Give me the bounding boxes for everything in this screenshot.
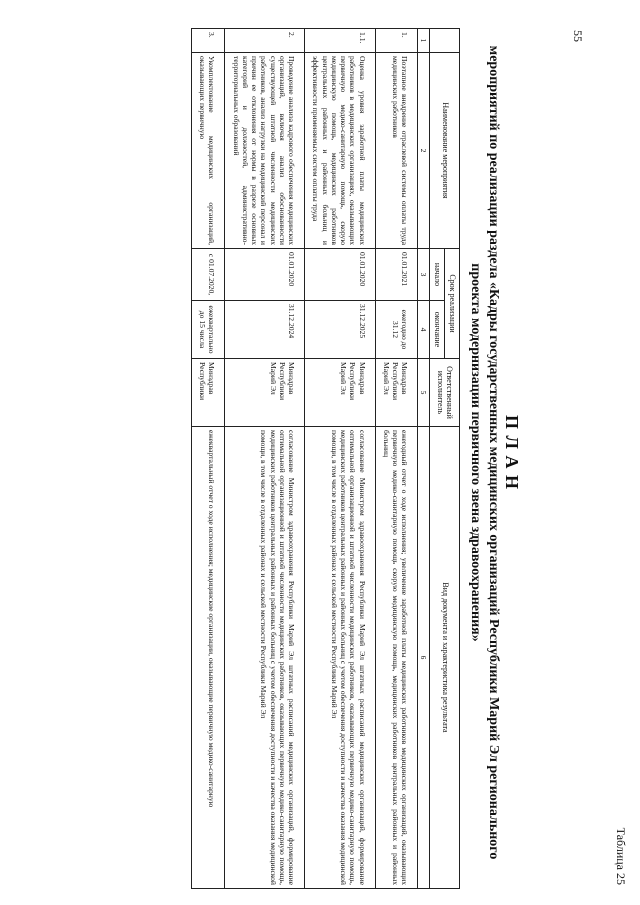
column-number: 3 — [418, 249, 430, 301]
header-name: Наименование мероприятия — [430, 53, 460, 249]
column-number: 6 — [418, 427, 430, 889]
table-row — [375, 29, 418, 889]
row-number: 2. — [225, 29, 305, 53]
plan-title: П Л А Н — [502, 415, 522, 490]
row-start: с 01.07.2020, — [191, 249, 225, 301]
table-row — [191, 29, 225, 889]
header-row — [445, 29, 460, 889]
row-number: 3. — [191, 29, 225, 53]
row-result: согласование Министром здравоохранения Республики Марий Эл штатных расписаний медицинских организаций, формирование оптимальной организационной и штатной численности медицинских работников, оказывающих первичную медико-санитарную помощь, медицинских работников центральных районных и районных больниц с учетом обеспечения доступности и качества оказания медицинской помощи, в том числе в отдаленных районах и сельской местности Республики Марий Эл — [305, 427, 376, 889]
table-label: Таблица 25 — [614, 827, 628, 885]
row-number: 1. — [375, 29, 418, 53]
header-start: начало — [430, 249, 445, 301]
row-end: ежегодно до 31.12 — [375, 301, 418, 359]
row-name: Оценка уровня заработной платы медицинских работников в медицинских организациях, оказывающих первичную медико-санитарную помощь, скорую медицинскую помощь, медицинских работников центральных районных и районных больниц и эффективности применяемых систем оплаты труда — [305, 53, 376, 249]
row-number: 1.1. — [305, 29, 376, 53]
row-result: ежеквартальный отчет о ходе исполнения; медицинские организации, оказывающие первичную медико-санитарную — [191, 427, 225, 889]
row-responsible: Минздрав Республики Марий Эл — [225, 359, 305, 427]
column-number: 4 — [418, 301, 430, 359]
row-name: Укомплектование медицинских организаций, оказывающих первичную — [191, 53, 225, 249]
plan-subtitle: мероприятий по реализации раздела «Кадры государственных медицинских организаций Республики Марий Эл регионального проекта модернизации первичного звена здравоохранения» — [468, 45, 501, 860]
row-responsible: Минздрав Республики Марий Эл — [375, 359, 418, 427]
header-cell-num — [430, 29, 460, 53]
column-number-row — [418, 29, 430, 889]
row-start: 01.01.2021 — [375, 249, 418, 301]
plan-table — [191, 28, 460, 889]
row-result: ежегодный отчет о ходе исполнения; увеличение заработной платы медицинских работников медицинских организаций, оказывающих первичную медико-санитарную помощь скорую медицинскую помощь, медицинских работников центральных районных и районных больниц — [375, 427, 418, 889]
column-number: 5 — [418, 359, 430, 427]
row-responsible: Минздрав Республики — [191, 359, 225, 427]
row-result: согласование Министром здравоохранения Республики Марий Эл штатных расписаний медицинских организаций, формирование оптимальной организационной и штатной численности медицинских работников, оказывающих первичную медико-санитарную помощь, медицинских работников центральных районных и районных больниц с учетом обеспечения доступности и качества оказания медицинской помощи, в том числе в отдаленных районах и сельской местности Республики Марий Эл — [225, 427, 305, 889]
row-end: 31.12.2024 — [225, 301, 305, 359]
column-number: 1 — [418, 29, 430, 53]
page-number: 55 — [571, 30, 585, 42]
header-term: Срок реализации — [445, 249, 460, 359]
table-row — [305, 29, 376, 889]
row-end: 31.12.2025 — [305, 301, 376, 359]
header-responsible: Ответственный исполнитель — [430, 359, 460, 427]
row-name: Проведение анализа кадрового обеспечения медицинских организаций, включая анализ обоснованности существующей штатной численности медицинских работников, анализ нагрузки на медицинский персонал и причин ее отклонения от нормы в разрезе основных категорий и должностей, административно-территориальных образований — [225, 53, 305, 249]
row-end: ежеквартально до 15 числа — [191, 301, 225, 359]
header-end: окончание — [430, 301, 445, 359]
column-number: 2 — [418, 53, 430, 249]
row-start: 01.01.2020 — [305, 249, 376, 301]
table-row — [225, 29, 305, 889]
row-name: Поэтапное внедрение отраслевой системы оплаты труда медицинских работников — [375, 53, 418, 249]
header-result: Вид документа и характеристика результата — [430, 427, 460, 889]
row-responsible: Минздрав Республики Марий Эл — [305, 359, 376, 427]
row-start: 01.01.2020 — [225, 249, 305, 301]
